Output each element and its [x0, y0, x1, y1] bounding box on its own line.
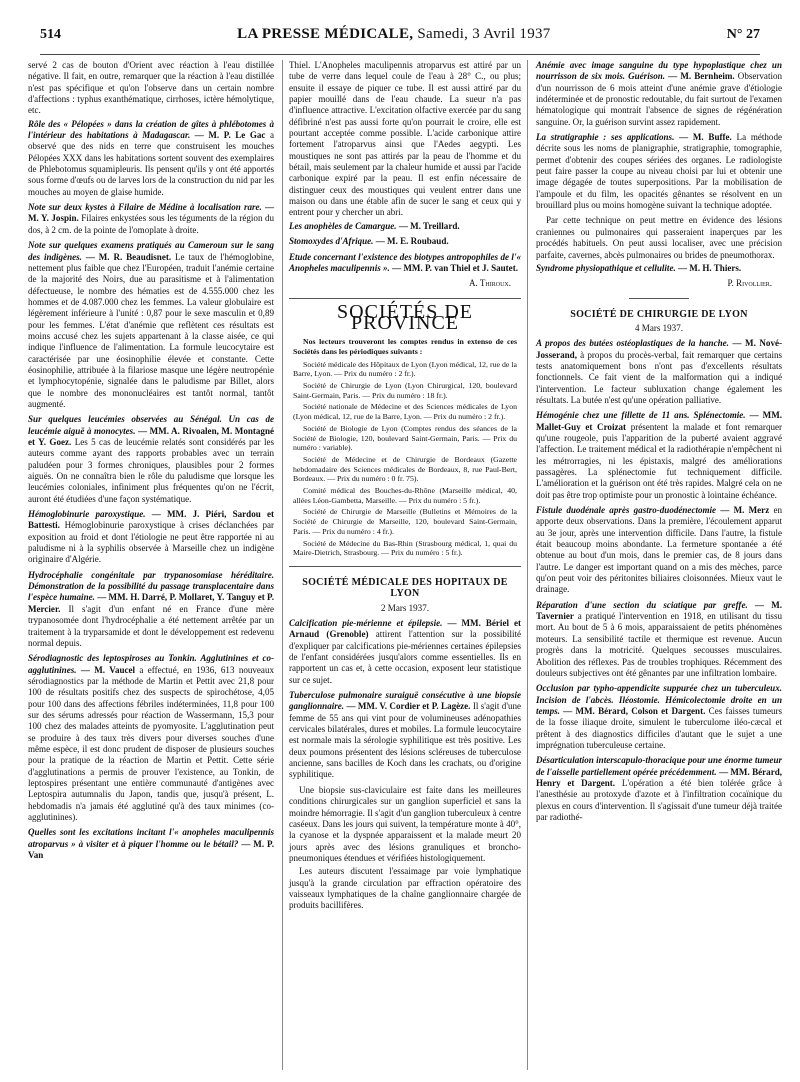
society-date: 4 Mars 1937. — [635, 322, 683, 333]
lyon-entries — [289, 618, 521, 781]
entry-authors: — MM. Bériel et Arnaud (Grenoble) — [289, 618, 521, 640]
col1-entries — [28, 119, 274, 862]
entry-body: Observation d'un nourrisson de 6 mois atteint d'une anémie grave d'étiologie indéterminée et de pronostic redoutable, du fait surtout de l'examen hématologique qui montrait l'absence de signes de régénération sanguine. Or, la guérison survint assez rapidement. — [536, 71, 783, 127]
entry-authors: — M. E. Roubaud. — [375, 236, 449, 247]
divider — [289, 566, 521, 567]
entry-title: Tuberculose pulmonaire suraiguë consécutive à une biopsie ganglionnaire. — [289, 690, 521, 712]
entry-authors: — M. Nové-Josserand, — [536, 338, 783, 360]
society-title: SOCIÉTÉ DE CHIRURGIE DE LYON — [570, 308, 748, 320]
entry-authors: — MM. J. Piéri, Sardou et Battesti. — [28, 509, 274, 531]
entry-title: Note sur quelques examens pratiqués au Cameroun sur le sang des indigènes. — [28, 240, 274, 262]
notice-item: Société de Médecine et de Chirurgie de Bordeaux (Gazette hebdomadaire des Sciences médicales de Bordeaux, 8, rue Paul-Bert, Bordeaux. — Prix du numéro : 0 fr. 75). — [293, 454, 517, 484]
col3-entries — [536, 60, 782, 211]
entry — [536, 755, 782, 823]
society-date: 2 Mars 1937. — [381, 602, 429, 613]
journal-name: LA PRESSE MÉDICALE, — [237, 26, 414, 42]
entry-title: Réparation d'une section du sciatique par greffe. — [536, 599, 748, 610]
entry-body: a effectué, en 1936, 613 nouveaux sérodiagnostics par la méthode de Martin et Pettit avec 21,8 pour 100 de résultats positifs chez des suspects de spirochétose, 4,05 pour 100 dans des affections fébriles indéterminées, 11,8 pour 100 sur des sérums adressés pour réaction de Wassermann, 15,3 pour 100 chez des malades atteints de pyomyosite. L'agglutination peut se produire à des taux très divers pour diverses souches d'une même espèce, il est donc prudent de disposer de plusieurs souches pour la pratique de la réaction de Martin et Pettit. Cette série d'agglutinations a permis de prouver l'existence, au Tonkin, de leptospires présentant une entière communauté d'antigènes avec Leptospira autumnalis du Japon, tandis que, jusqu'à présent, L. hebdomadis n'a jamais été agglutiné qu'à des taux minimes (co-agglutinines). — [28, 664, 274, 822]
notice-item: Société de Chirurgie de Lyon (Lyon Chirurgical, 120, boulevard Saint-Germain, Paris. — Prix du numéro : 18 fr.). — [293, 381, 517, 400]
paragraph: Par cette technique on peut mettre en évidence des lésions craniennes ou pulmonaires qui passeraient inaperçues par les procédés habituels. On peut aussi localiser, avec une précision parfaite, cavernes, abcès pulmonaires ou brides de pneumothorax. — [536, 215, 782, 260]
entry-authors: — M. Tavernier — [536, 599, 782, 622]
entry — [28, 827, 274, 861]
column-right — [536, 60, 782, 1070]
entry-title: Etude concernant l'existence des biotypes antropophiles de l'« Anopheles maculipennis ». — [289, 251, 521, 273]
column-left — [28, 60, 274, 1070]
entry-authors: — M. Merz — [720, 505, 770, 516]
entry — [28, 119, 274, 198]
entry — [289, 236, 521, 247]
entry-authors: — MM. P. van Thiel et J. Sautet. — [392, 262, 518, 273]
entry — [536, 60, 782, 128]
periodicals-notice — [293, 337, 517, 558]
entry-authors: — M. P. Le Gac — [194, 130, 266, 141]
text-columns — [28, 60, 783, 1070]
entry-authors: — MM. A. Rivoalen, M. Montagné et Y. Goez. — [28, 425, 274, 447]
entry-authors: — M. Y. Jospin. — [28, 202, 274, 224]
entry — [28, 240, 274, 410]
entry-body: a pratiqué l'intervention en 1918, en utilisant du tissu mort. Au bout de 5 à 6 mois, apparaissaient de petits phénomènes moteurs. La sensibilité tactile et thermique est revenue. Aucun progrès dans la motricité. Quelques secousses musculaires. Abolition des réflexes. Pas de troubles trophiques. Récemment des douleurs subjectives ont été gênantes par une infiltration lombaire. — [536, 611, 782, 678]
entry-authors: — MM. Mallet-Guy et Croizat — [536, 410, 782, 432]
entry-authors: — M. Buffe. — [679, 132, 732, 143]
running-title — [237, 26, 550, 43]
entry-authors: — M. Vaucel — [80, 664, 136, 675]
notice-item: Société de Chirurgie de Marseille (Bulletins et Mémoires de la Société de Chirurgie de Marseille, 120, boulevard Saint-Germain, Paris. — Prix du numéro : 4 fr.). — [293, 507, 517, 536]
entry-body: Hémoglobinurie paroxystique à crises déclanchées par exposition au froid et dont l'étiologie ne peut être rapportée ni au paludisme ni à la syphilis observée à Marseille chez un indigène originaire d'Algérie. — [28, 520, 274, 565]
entry-title: Quelles sont les excitations incitant l'« anopheles maculipennis atroparvus » à visiter et à piquer l'homme ou le bétail? — [28, 827, 274, 849]
entry-body: La méthode décrite sous les noms de planigraphie, stratigraphie, tomographie, permet d'obtenir des coupes sériées des organes. Le radiologiste peut faire passer la coupe au niveau choisi par lui et obtenir une image dégagée de toutes superpositions. Par la mobilisation de l'ampoule et du film, les opacités gênantes se résolvent en un brouillard plus ou moins homogène suivant la technique adoptée. — [536, 132, 782, 211]
entry — [536, 338, 782, 406]
column-middle — [282, 60, 528, 1070]
entry-title: Hydrocéphalie congénitale par trypanosomiase héréditaire. Démonstration de la possibilité du passage transplacentaire dans l'espèce humaine. — [28, 569, 274, 603]
page-header — [40, 26, 760, 55]
entry — [289, 252, 521, 275]
lyon-paragraphs — [289, 785, 521, 912]
notice-items — [293, 360, 517, 558]
divider — [629, 298, 689, 299]
entry-authors: — MM. V. Cordier et P. Lagèze. — [346, 701, 471, 712]
entry-authors: — M. P. Van — [28, 838, 275, 861]
entry — [28, 202, 274, 236]
notice-item: Société de Biologie de Lyon (Comptes rendus des séances de la Société de Biologie, 120, boulevard Saint-Germain, Paris. — Prix du numéro : variable). — [293, 423, 517, 453]
entry-title: Occlusion par typho-appendicite suppurée chez un tuberculeux. Incision de l'abcès. Iléostomie. Hémicolectomie droite en un temps. — [536, 683, 782, 716]
issue-date: Samedi, 3 Avril 1937 — [417, 26, 551, 42]
entry-body: Il s'agit d'une femme de 55 ans qui vint pour de volumineuses adénopathies cervicales bilatérales, dures et mobiles. La formule leucocytaire est normale mais la sérologie syphilitique est très positive. Les deux poumons présentent des lésions scléreuses de tuberculose ancienne, sans bacilles de Koch dans les crachats, ou d'origine syphilitique. — [289, 701, 522, 780]
entry-title: Sur quelques leucémies observées au Sénégal. Un cas de leucémie aiguë à monocytes. — [28, 414, 274, 436]
col2-entries — [289, 221, 521, 274]
entry — [28, 570, 274, 649]
notice-item: Comité médical des Bouches-du-Rhône (Marseille médical, 40, allées Léon-Gambetta, Marseille. — Prix du numéro : 5 fr.). — [293, 486, 517, 505]
chir-entries — [536, 338, 782, 823]
society-title: SOCIÉTÉ MÉDICALE DES HOPITAUX DE LYON — [302, 576, 508, 600]
entry-body: présentent la malade et font remarquer qu'une rougeole, puis l'apparition de la puberté avaient aggravé l'affection. Le traitement médical et la radiothérapie n'empêchent ni les métrorragies, ni les épistaxis, malgré des améliorations passagères. La splénectomie fut techniquement difficile. L'amélioration et la guérison ont été très rapides. Malgré cela on ne doit pas être trop optimiste pour un pronostic à lointaine échéance. — [536, 421, 783, 500]
entry-body: L'opération a été bien tolérée grâce à l'anesthésie au protoxyde d'azote et à l'infiltration cocaïnique du plexus en cours d'intervention. Il s'agissait d'une tumeur déjà traitée par radiothé- — [536, 777, 783, 822]
entry — [28, 509, 274, 566]
entry — [536, 410, 782, 501]
entry — [536, 683, 782, 751]
entry-title: Les anophèles de Camargue. — [289, 220, 397, 231]
entry-authors: — MM. Bérard, Henry et Dargent. — [536, 766, 782, 788]
entry-title: Note sur deux kystes à Filaire de Médine à localisation rare. — [28, 202, 262, 213]
signature: A. Thiroux. — [468, 278, 511, 289]
entry-body: à propos du procès-verbal, fait remarquer que certains tests anatomiquement bons n'ont pas d'excellents résultats fonctionnels. Ce fait vient de la malformation qui a indiqué l'intervention. Le facteur subluxation change également les résultats. La butée n'est qu'une opération palliative. — [536, 349, 782, 405]
entry-authors: — M. H. Thiers. — [678, 262, 742, 273]
divider — [289, 298, 521, 299]
entry-title: Sérodiagnostic des leptospiroses au Tonkin. Agglutinines et co-agglutinines. — [28, 653, 274, 675]
entry-body: Ces faisses tumeurs de la fosse iliaque droite, simulent le tuberculome iléo-cæcal et prêtent à des diagnostics difficiles d'autant que le sujet a une imprégnation tuberculeuse certaine. — [536, 705, 783, 750]
continued-paragraph: Thiel. L'Anopheles maculipennis atroparvus est attiré par un tube de verre dans lequel coule de l'eau à 28° C., ou plus; ensuite il essaye de piquer ce tube. Il est aussi attiré par du papier mouillé dans de l'eau chaude. La sueur n'a pas d'influence attractive. L'excitation olfactive exercée par du sang défibriné n'est pas aussi forte qu'on pourrait le croire, elle est pourtant acceptée comme possible. L'acide carbonique attire fortement l'atroparvus ainsi que l'Aedes aegypti. Les moustiques ne sont pas attirés par la peau de l'homme et du bétail, mais seulement par la chaleur humide et aussi par l'acide carbonique expiré par la peau. Il est enfin nécessaire de distinguer ceux des moustiques qui veulent entrer dans une maison ou dans une étable afin de sucer le sang et ceux qui y entrent pour y chercher un abri. — [289, 60, 521, 218]
entry-title: A propos des butées ostéoplastiques de la hanche. — [536, 338, 729, 349]
entry-authors: — MM. Bérard, Colson et Dargent. — [563, 705, 706, 716]
entry — [289, 221, 521, 232]
entry-body: Les 5 cas de leucémie relatés sont considérés par les auteurs comme ayant des rapports probables avec un terrain paludéen pour 3 formes chroniques, plausibles pour 2 formes aiguës. On ne connaîtra bien le rôle du paludisme que lorsque les leucémies coloniales, infiniment plus fréquentes qu'on ne l'écrit, auront été étudiées d'une façon systématique. — [28, 437, 274, 504]
entry-authors: — MM. H. Darré, P. Mollaret, Y. Tanguy et P. Mercier. — [28, 592, 275, 614]
entry-body: Filaires enkystées sous les téguments de la région du dos, à 2 cm. de la pointe de l'omoplate à droite. — [28, 213, 275, 235]
page-number: 514 — [40, 27, 61, 42]
section-title: SOCIÉTÉS DE PROVINCE — [337, 300, 473, 334]
entry-title: Hémoglobinurie paroxystique. — [28, 509, 146, 520]
entry-body: Il s'agit d'un enfant né en France d'une mère trypanosomée dont l'hydrocéphalie a été nettement arrêtée par un traitement à la tryparsamide et dont le développement est redevenu normal depuis. — [28, 603, 274, 648]
entry — [536, 263, 782, 274]
paragraph: Les auteurs discutent l'essaimage par voie lymphatique jusqu'à la grande circulation par effraction opératoire des vaisseaux lymphatiques de la chaîne ganglionnaire chargée de produits bacillifères. — [289, 866, 521, 911]
signature: P. Rivollier. — [727, 278, 772, 289]
entry-title: Stomoxydes d'Afrique. — [289, 236, 374, 247]
continued-paragraph: servé 2 cas de bouton d'Orient avec réaction à l'eau distillée négative. Il fait, en outre, remarquer que la réaction à l'eau distillée n'est pas spécifique et qu'on l'observe dans un certain nombre d'affections : typhus exanthématique, cirrhoses, ictère hémolytique, etc. — [28, 60, 274, 116]
notice-item: Société médicale des Hôpitaux de Lyon (Lyon médical, 12, rue de la Barre, Lyon. — Prix du numéro : 2 fr.). — [293, 359, 517, 379]
entry — [289, 618, 521, 686]
notice-item: Société nationale de Médecine et des Sciences médicales de Lyon (Lyon médical, 12, rue de la Barre, Lyon. — Prix du numéro : 2 fr.). — [293, 402, 517, 422]
entry — [536, 505, 782, 596]
entry — [536, 600, 782, 679]
entry-title: Rôle des « Pélopées » dans la création de gîtes à phlébotomes à l'intérieur des habitations à Madagascar. — [28, 118, 274, 141]
entry-title: Fistule duodénale après gastro-duodénectomie — [536, 505, 717, 516]
entry-title: Anémie avec image sanguine du type hypoplastique chez un nourrisson de six mois. Guérison. — [536, 60, 782, 82]
entry-body: a observé que des nids en terre que construisent les mouches Pélopées XXX dans les habitations sortent souvent des exemplaires de Phlebotomus squamipleuris. Ils pensent qu'ils y ont été apportés sous forme d'œufs ou de larves lors de la construction du nid par les mouches au moyen de glaise humide. — [28, 130, 275, 197]
entry-authors: — M. Treillard. — [398, 220, 460, 231]
paragraph: Une biopsie sus-claviculaire est faite dans les meilleures conditions chirurgicales sur un ganglion superficiel et sans la moindre hémorragie. Il s'agit d'un ganglion tuberculeux à centre caséeux. Dans les jours qui suivent, la température monte à 40°, la cyanose et la dyspnée apparaissent et la malade meurt 20 jours après avec des lésions granuliques et broncho-pneumoniques étendues et vérifiées histologiquement. — [289, 784, 521, 863]
entry-title: La stratigraphie : ses applications. — [536, 132, 675, 143]
entry-body: Le taux de l'hémoglobine, nettement plus faible que chez l'Européen, traduit l'anémie certaine de la majorité des Noirs, due au parasitisme et à l'alimentation défectueuse, le nombre des hématies est de 4.555.000 chez les hommes et de 4.087.000 chez les femmes. La valeur globulaire est légèrement inférieure à l'unité : 0,87 pour le sexe masculin et 0,89 pour les femmes. L'état d'anémie que reflètent ces résultats est moins accusé chez les sujets appartenant à la classe aisée, ce qui indique l'influence de l'alimentation. La formule leucocytaire est caractérisée par une éosinophilie élevée et constante. Cette éosinophilie, attribuée à la filariose masque une légère neutropénie et lymphocytopénie, signalée dans le paludisme par Billet, alors que le nombre des mononucléaires est tantôt normal, tantôt augmenté. — [28, 251, 275, 409]
entry-title: Désarticulation interscapulo-thoracique pour une énorme tumeur de l'aisselle partiellement opérée précédemment. — [536, 755, 782, 777]
entry — [28, 414, 274, 505]
entry-body: attirent l'attention sur la possibilité d'expliquer par calcifications pie-mériennes certaines épilepsies de l'enfant considérées jusqu'alors comme essentielles. Ils en rapportent un cas et, à cette occasion, exposent leur statistique sur ce sujet. — [289, 629, 521, 685]
entry — [536, 132, 782, 211]
entry-title: Hémogénie chez une fillette de 11 ans. Splénectomie. — [536, 410, 746, 421]
entry-title: Calcification pie-mérienne et épilepsie. — [289, 618, 443, 629]
entry-body: en apporte deux observations. Dans la première, l'écoulement apparut au 3e jour, après une intervention difficile. Dans l'autre, la fistule était beaucoup moins abondante. La fermeture spontanée a été obtenue au bout d'un mois, dans le premier cas, de 8 jours dans l'autre. Le danger est important quand on a mis des mèches, parce qu'on peut voir des péritonites biliaires cloisonnées. Mieux vaut le drainage. — [536, 505, 782, 595]
entry — [289, 690, 521, 781]
issue-number: N° 27 — [726, 27, 760, 42]
notice-item: Société de Médecine du Bas-Rhin (Strasbourg médical, 1, quai du Maire-Dietrich, Strasbourg. — Prix du numéro : 5 fr.). — [293, 538, 517, 558]
entry-authors: — M. R. Beaudisnet. — [85, 251, 172, 262]
notice-intro: Nos lecteurs trouveront les comptes rendus in extenso de ces Sociétés dans les périodiques suivants : — [293, 337, 517, 356]
entry — [28, 653, 274, 823]
entry-authors: — M. Bernheim. — [668, 71, 735, 82]
entry-title: Syndrome physiopathique et cellulite. — [536, 262, 676, 273]
